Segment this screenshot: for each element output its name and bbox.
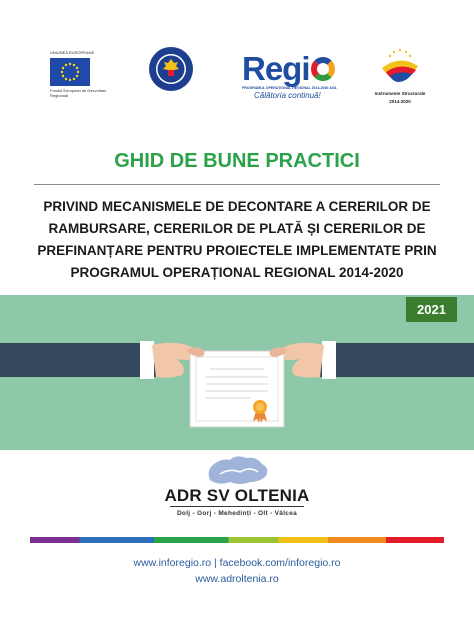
eu-logo-bottom-text: Fondul European de Dezvoltare Regională bbox=[50, 88, 107, 98]
eu-logo bbox=[50, 50, 107, 98]
subtitle-line-2: RAMBURSARE, CERERILOR DE PLATĂ ȘI CERERILOR DE bbox=[48, 221, 426, 236]
adr-counties: Dolj - Gorj - Mehedinți - Olt - Vâlcea bbox=[176, 510, 298, 517]
color-stripe bbox=[30, 537, 444, 543]
structural-instruments-icon bbox=[372, 46, 428, 84]
eu-logo-top-text: UNIUNEA EUROPEANĂ bbox=[50, 50, 95, 55]
regio-tagline: Călătoria continuă! bbox=[254, 91, 321, 100]
structural-instruments-logo bbox=[372, 46, 428, 105]
romanian-government-seal-icon bbox=[148, 46, 194, 92]
structural-instruments-caption-2: 2014-2020 bbox=[389, 99, 411, 104]
logo-row bbox=[0, 44, 474, 116]
regio-word: Regi bbox=[242, 50, 310, 87]
title-divider bbox=[34, 184, 440, 185]
footer-links-line[interactable]: www.inforegio.ro | facebook.com/inforegio.ro bbox=[133, 557, 341, 569]
subtitle-line-1: PRIVIND MECANISMELE DE DECONTARE A CERERILOR DE bbox=[43, 199, 431, 214]
eu-flag-icon bbox=[50, 58, 90, 86]
regio-program-text: PROGRAMUL OPERAȚIONAL REGIONAL 2014-2020 AXA bbox=[242, 86, 337, 90]
adr-name: ADR SV OLTENIA bbox=[164, 486, 310, 505]
footer-website-link[interactable]: www.adroltenia.ro bbox=[195, 573, 279, 585]
footer bbox=[0, 555, 474, 587]
adr-underline bbox=[170, 506, 304, 507]
subtitle-line-3: PREFINANȚARE PENTRU PROIECTELE IMPLEMENTATE PRIN bbox=[37, 243, 437, 258]
regio-logo bbox=[242, 50, 342, 100]
regio-o-icon bbox=[311, 57, 335, 81]
subtitle-line-4: PROGRAMUL OPERAȚIONAL REGIONAL 2014-2020 bbox=[70, 265, 404, 280]
document-subtitle bbox=[30, 196, 444, 284]
structural-instruments-caption-1: Instrumente Structurale bbox=[374, 91, 426, 96]
year-badge: 2021 bbox=[406, 297, 457, 322]
oltenia-map-icon bbox=[200, 452, 276, 488]
handshake-illustration bbox=[0, 295, 474, 450]
document-title: GHID DE BUNE PRACTICI bbox=[114, 150, 360, 172]
adr-logo bbox=[0, 452, 474, 532]
